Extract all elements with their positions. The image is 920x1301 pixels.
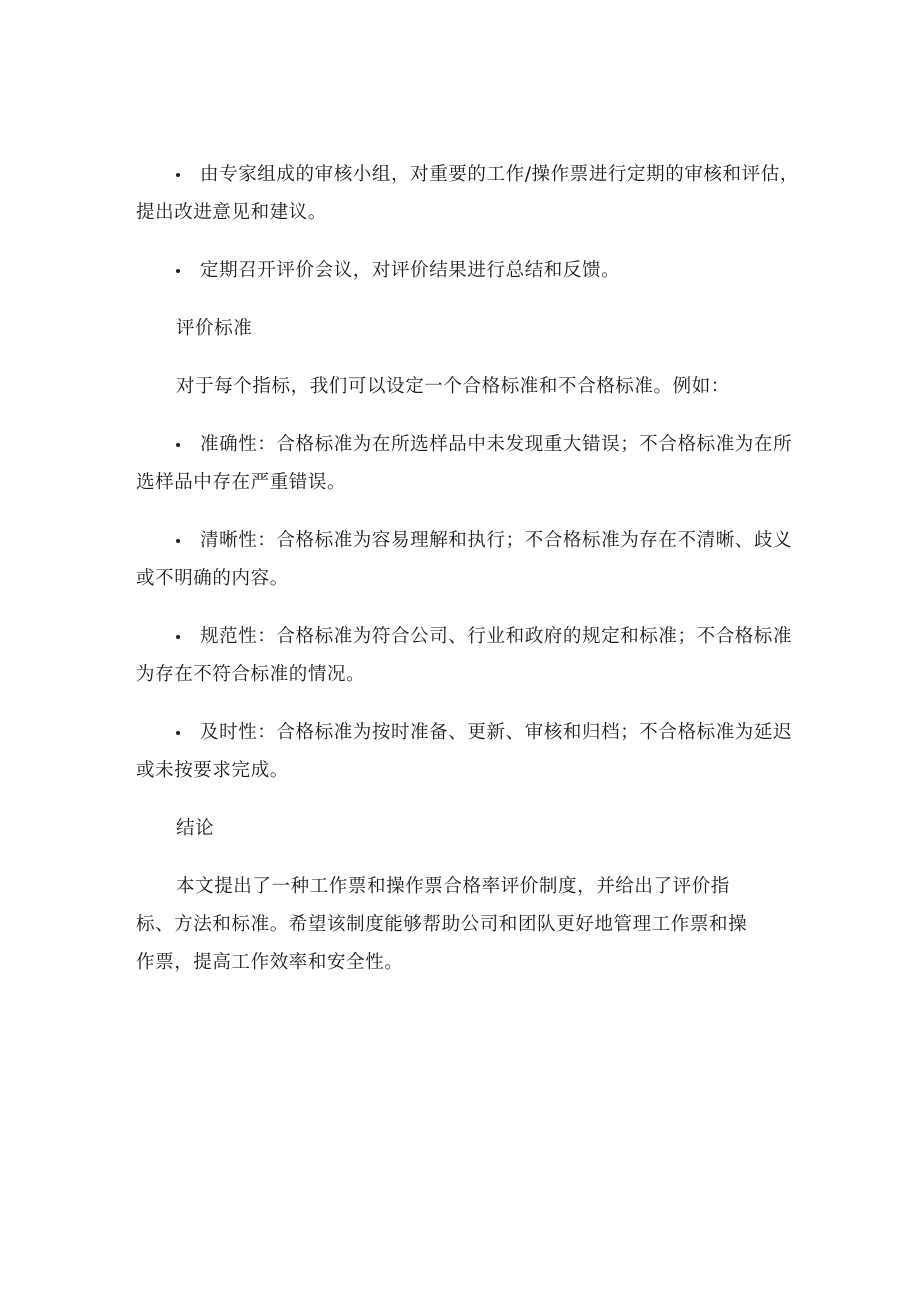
paragraph-criteria-intro: 对于每个指标，我们可以设定一个合格标准和不合格标准。例如： <box>176 376 730 397</box>
bullet-text: 规范性：合格标准为符合公司、行业和政府的规定和标准；不合格标准为存在不符合标准的情况。 <box>136 626 793 685</box>
bullet-text: 及时性：合格标准为按时准备、更新、审核和归档；不合格标准为延迟或未按要求完成。 <box>136 722 793 781</box>
section-heading-criteria: 评价标准 <box>176 318 253 339</box>
bullet-dot <box>176 731 180 735</box>
bullet-dot <box>176 443 180 447</box>
document-body <box>136 156 800 1002</box>
bullet-item-timeliness <box>136 714 800 790</box>
bullet-dot <box>176 269 180 273</box>
bullet-item-review-group <box>136 156 800 232</box>
bullet-dot <box>176 635 180 639</box>
paragraph-conclusion: 本文提出了一种工作票和操作票合格率评价制度，并给出了评价指标、方法和标准。希望该制度能够帮助公司和团队更好地管理工作票和操作票，提高工作效率和安全性。 <box>136 876 748 973</box>
bullet-item-clarity <box>136 522 800 598</box>
bullet-item-review-meeting <box>136 252 800 290</box>
bullet-text: 准确性：合格标准为在所选样品中未发现重大错误；不合格标准为在所选样品中存在严重错误。 <box>136 434 793 493</box>
bullet-item-compliance <box>136 618 800 694</box>
bullet-dot <box>176 539 180 543</box>
bullet-item-accuracy <box>136 426 800 502</box>
bullet-text: 由专家组成的审核小组，对重要的工作/操作票进行定期的审核和评估，提出改进意见和建议。 <box>136 164 799 223</box>
bullet-text: 清晰性：合格标准为容易理解和执行；不合格标准为存在不清晰、歧义或不明确的内容。 <box>136 530 793 589</box>
bullet-dot <box>176 173 180 177</box>
section-heading-conclusion: 结论 <box>176 818 215 839</box>
bullet-text: 定期召开评价会议，对评价结果进行总结和反馈。 <box>200 260 621 281</box>
